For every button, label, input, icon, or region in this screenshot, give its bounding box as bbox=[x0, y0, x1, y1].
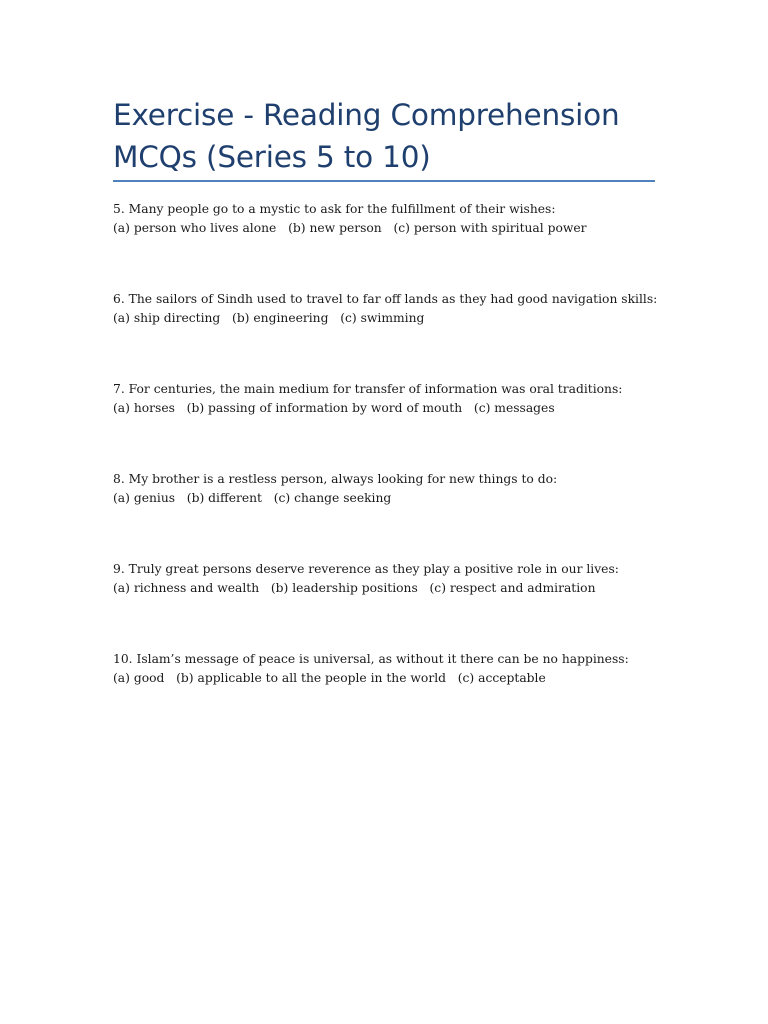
question-item-9 bbox=[113, 560, 673, 650]
question-options: (a) person who lives alone (b) new person (c) person with spiritual power bbox=[113, 221, 587, 235]
question-options: (a) richness and wealth (b) leadership positions (c) respect and admiration bbox=[113, 581, 596, 595]
question-item-5 bbox=[113, 200, 673, 290]
title-line-1: Exercise - Reading Comprehension bbox=[113, 98, 620, 132]
question-stem: 6. The sailors of Sindh used to travel to far off lands as they had good navigation skills: bbox=[113, 292, 658, 306]
question-stem: 7. For centuries, the main medium for transfer of information was oral traditions: bbox=[113, 382, 623, 396]
question-options: (a) ship directing (b) engineering (c) swimming bbox=[113, 311, 425, 325]
title-line-2: MCQs (Series 5 to 10) bbox=[113, 140, 431, 174]
question-stem: 9. Truly great persons deserve reverence as they play a positive role in our lives: bbox=[113, 562, 619, 576]
question-stem: 10. Islam’s message of peace is universal, as without it there can be no happiness: bbox=[113, 652, 629, 666]
page-title bbox=[113, 94, 655, 178]
question-item-10 bbox=[113, 650, 673, 740]
question-options: (a) good (b) applicable to all the people in the world (c) acceptable bbox=[113, 671, 546, 685]
question-options: (a) genius (b) different (c) change seeking bbox=[113, 491, 392, 505]
question-stem: 5. Many people go to a mystic to ask for the fulfillment of their wishes: bbox=[113, 202, 556, 216]
question-item-8 bbox=[113, 470, 673, 560]
question-stem: 8. My brother is a restless person, always looking for new things to do: bbox=[113, 472, 558, 486]
question-item-7 bbox=[113, 380, 673, 470]
question-options: (a) horses (b) passing of information by word of mouth (c) messages bbox=[113, 401, 555, 415]
question-item-6 bbox=[113, 290, 673, 380]
title-underline-divider bbox=[113, 180, 655, 182]
question-list bbox=[113, 200, 673, 740]
